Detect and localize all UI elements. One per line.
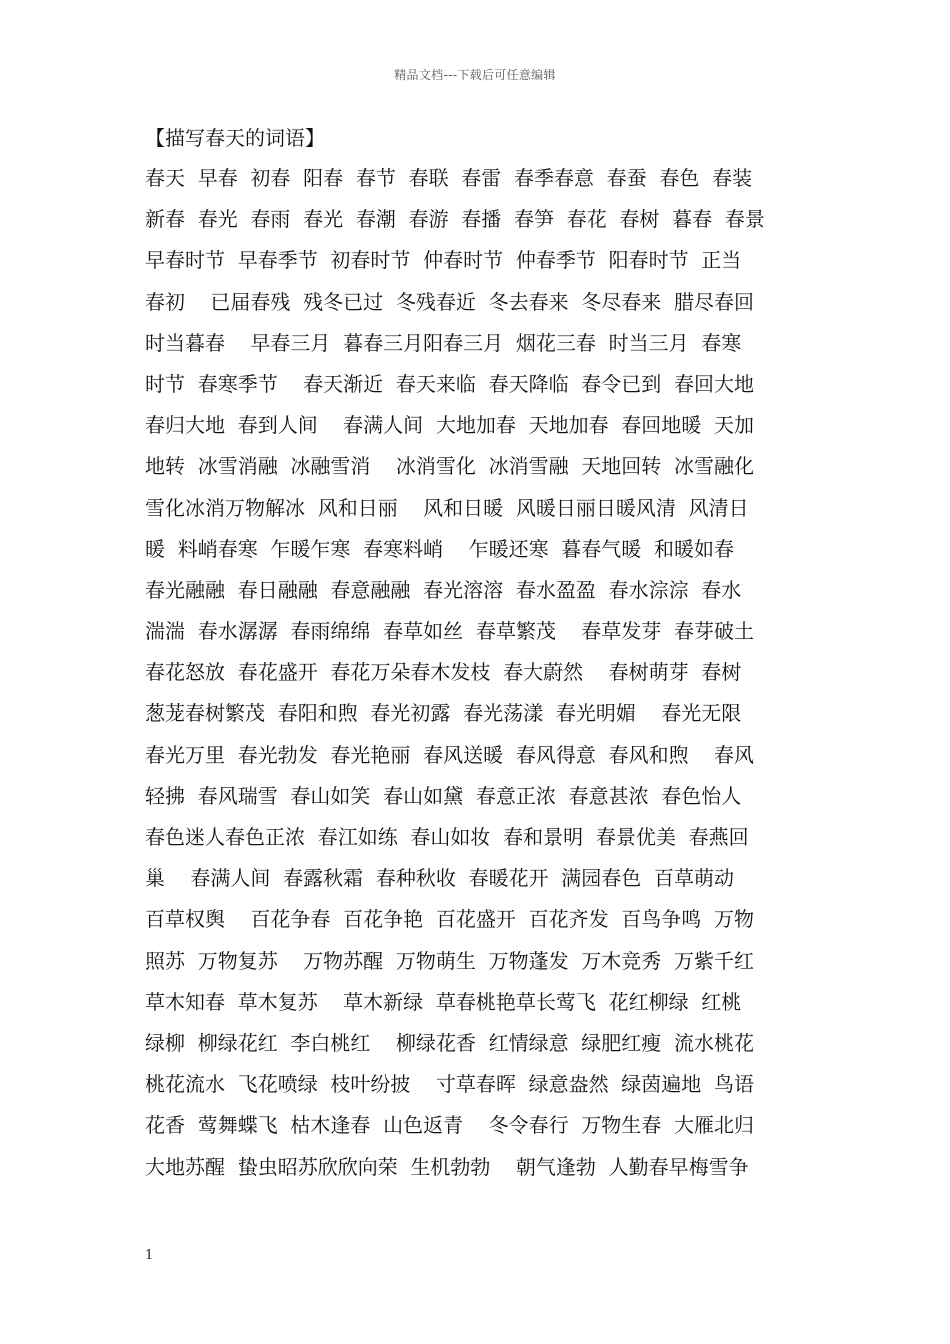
text-line: 春初 已届春残 残冬已过 冬残春近 冬去春来 冬尽春来 腊尽春回: [145, 289, 755, 314]
page-header: 精品文档---下载后可任意编辑: [394, 68, 556, 82]
text-line: 大地苏醒 蛰虫昭苏欣欣向荣 生机勃勃 朝气逢勃 人勤春早梅雪争: [145, 1154, 749, 1179]
text-line: 葱茏春树繁茂 春阳和煦 春光初露 春光荡漾 春光明媚 春光无限: [145, 701, 742, 726]
text-line: 绿柳 柳绿花红 李白桃红 柳绿花香 红情绿意 绿肥红瘦 流水桃花: [145, 1030, 755, 1055]
text-line: 轻拂 春风瑞雪 春山如笑 春山如黛 春意正浓 春意甚浓 春色怡人: [145, 783, 742, 808]
document-body: [145, 118, 815, 1188]
text-line: 新春 春光 春雨 春光 春潮 春游 春播 春笋 春花 春树 暮春 春景: [145, 207, 765, 232]
text-line: 桃花流水 飞花喷绿 枝叶纷披 寸草春晖 绿意盎然 绿茵遍地 鸟语: [145, 1072, 755, 1097]
text-line: 湍湍 春水潺潺 春雨绵绵 春草如丝 春草繁茂 春草发芽 春芽破土: [145, 619, 755, 644]
text-line: 春花怒放 春花盛开 春花万朵春木发枝 春大蔚然 春树萌芽 春树: [145, 660, 742, 685]
text-line: 地转 冰雪消融 冰融雪消 冰消雪化 冰消雪融 天地回转 冰雪融化: [145, 454, 755, 479]
text-line: 巢 春满人间 春露秋霜 春种秋收 春暖花开 满园春色 百草萌动: [145, 866, 735, 891]
text-line: 百草权舆 百花争春 百花争艳 百花盛开 百花齐发 百鸟争鸣 万物: [145, 907, 755, 932]
document-title: 【描写春天的词语】: [145, 126, 325, 150]
page-number: 1: [145, 1248, 154, 1263]
text-line: 时节 春寒季节 春天渐近 春天来临 春天降临 春令已到 春回大地: [145, 371, 755, 396]
text-line: 雪化冰消万物解冰 风和日丽 风和日暖 风暖日丽日暖风清 风清日: [145, 495, 749, 520]
text-line: 春光万里 春光勃发 春光艳丽 春风送暖 春风得意 春风和煦 春风: [145, 742, 755, 767]
word-list: [145, 158, 815, 1188]
text-line: 时当暮春 早春三月 暮春三月阳春三月 烟花三春 时当三月 春寒: [145, 330, 742, 355]
text-line: 花香 莺舞蝶飞 枯木逢春 山色返青 冬令春行 万物生春 大雁北归: [145, 1113, 755, 1138]
text-line: 春色迷人春色正浓 春江如练 春山如妆 春和景明 春景优美 春燕回: [145, 825, 749, 849]
text-line: 早春时节 早春季节 初春时节 仲春时节 仲春季节 阳春时节 正当: [145, 248, 742, 273]
text-line: 春光融融 春日融融 春意融融 春光溶溶 春水盈盈 春水淙淙 春水: [145, 577, 742, 602]
text-line: 照苏 万物复苏 万物苏醒 万物萌生 万物蓬发 万木竞秀 万紫千红: [145, 948, 755, 973]
text-line: 草木知春 草木复苏 草木新绿 草春桃艳草长莺飞 花红柳绿 红桃: [145, 989, 742, 1014]
text-line: 春归大地 春到人间 春满人间 大地加春 天地加春 春回地暖 天加: [145, 413, 755, 438]
text-line: 暖 料峭春寒 乍暖乍寒 春寒料峭 乍暖还寒 暮春气暖 和暖如春: [145, 536, 735, 561]
text-line: 春天 早春 初春 阳春 春节 春联 春雷 春季春意 春蚕 春色 春装: [145, 166, 753, 190]
